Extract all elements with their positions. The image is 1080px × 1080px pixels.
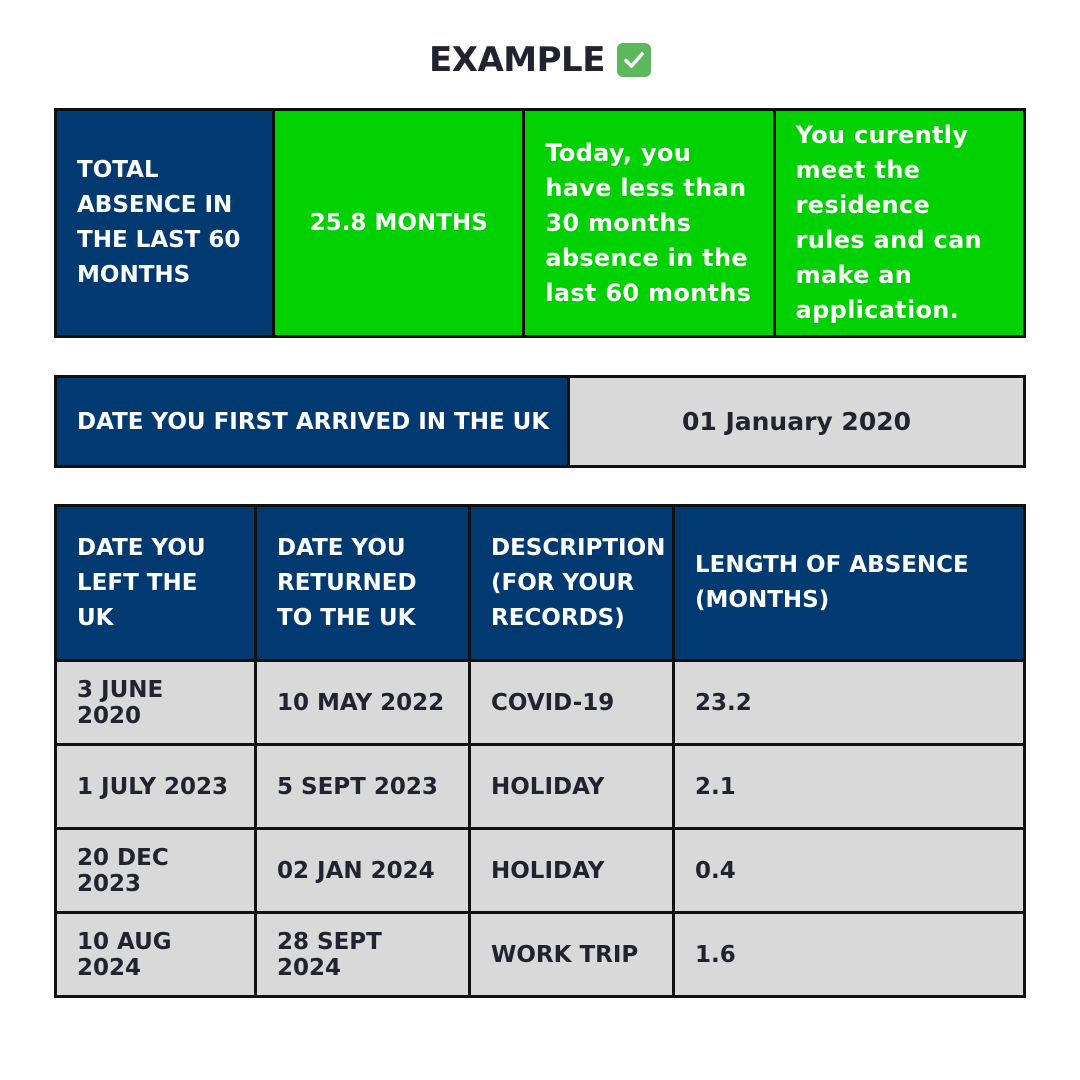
cell-date-left: 1 JULY 2023 [56,745,256,829]
table-row [56,829,1025,913]
cell-length-of-absence: 23.2 [674,661,1025,745]
absences-table [54,504,1026,998]
header-length-of-absence: LENGTH OF ABSENCE (MONTHS) [674,506,1025,661]
absences-header-row [56,506,1025,661]
summary-row [56,110,1025,337]
check-mark-button-icon [617,43,651,77]
cell-description: HOLIDAY [470,829,674,913]
cell-date-returned: 28 SEPT 2024 [256,913,470,997]
cell-length-of-absence: 1.6 [674,913,1025,997]
cell-description: COVID-19 [470,661,674,745]
arrival-table [54,375,1026,468]
cell-date-left: 20 DEC 2023 [56,829,256,913]
arrival-date-value: 01 January 2020 [569,377,1025,467]
absence-status-message: Today, you have less than 30 months absence in the last 60 months [524,110,774,337]
total-absence-value: 25.8 MONTHS [274,110,524,337]
header-date-returned: DATE YOU RETURNED TO THE UK [256,506,470,661]
cell-date-returned: 10 MAY 2022 [256,661,470,745]
header-date-left: DATE YOU LEFT THE UK [56,506,256,661]
eligibility-message: You curently meet the residence rules and can make an application. [774,110,1024,337]
cell-description: WORK TRIP [470,913,674,997]
header-description: DESCRIPTION (FOR YOUR RECORDS) [470,506,674,661]
cell-date-left: 3 JUNE 2020 [56,661,256,745]
cell-length-of-absence: 0.4 [674,829,1025,913]
summary-table [54,108,1026,338]
cell-description: HOLIDAY [470,745,674,829]
table-row [56,661,1025,745]
cell-date-left: 10 AUG 2024 [56,913,256,997]
cell-date-returned: 02 JAN 2024 [256,829,470,913]
arrival-date-label: DATE YOU FIRST ARRIVED IN THE UK [56,377,569,467]
cell-length-of-absence: 2.1 [674,745,1025,829]
arrival-row [56,377,1025,467]
page-title [0,40,1080,80]
table-row [56,913,1025,997]
table-row [56,745,1025,829]
page-title-text: EXAMPLE [429,40,605,80]
total-absence-label: TOTAL ABSENCE IN THE LAST 60 MONTHS [56,110,274,337]
cell-date-returned: 5 SEPT 2023 [256,745,470,829]
